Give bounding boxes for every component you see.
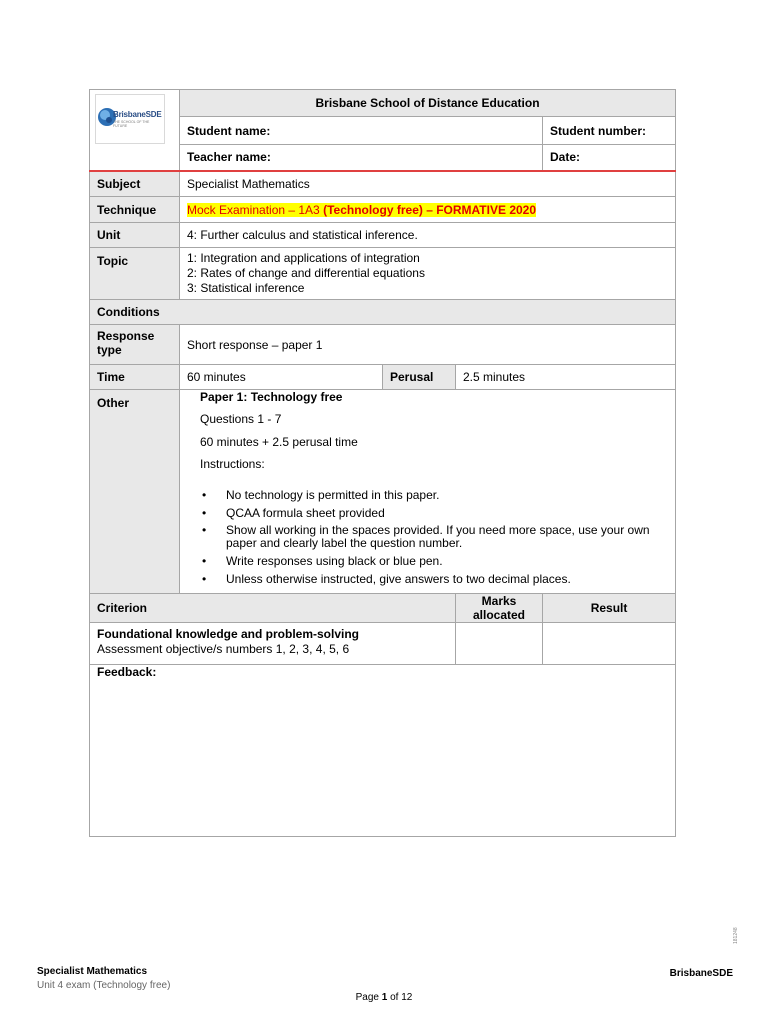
feedback-label: Feedback: xyxy=(97,665,157,679)
subject-label: Subject xyxy=(90,171,180,197)
unit-value: 4: Further calculus and statistical inference. xyxy=(180,223,676,248)
instruction-item: • No technology is permitted in this paper. xyxy=(200,488,665,502)
logo-tagline: THE SCHOOL OF THE FUTURE xyxy=(113,120,150,128)
response-type-value: Short response – paper 1 xyxy=(180,325,676,365)
technique-value-part2: (Technology free) – FORMATIVE 2020 xyxy=(323,202,537,217)
footer-brand: BrisbaneSDE xyxy=(669,968,733,979)
criterion-subtitle: Assessment objective/s numbers 1, 2, 3, 4, 5, 6 xyxy=(97,642,350,656)
page-prefix: Page xyxy=(355,992,382,1003)
assessment-cover-table xyxy=(89,89,676,837)
student-number-field[interactable]: Student number: xyxy=(543,117,676,145)
response-type-label-line1: Response xyxy=(97,329,155,343)
criterion-header: Criterion xyxy=(90,594,456,623)
logo-name: BrisbaneSDE xyxy=(113,110,162,119)
document-code: 181248 xyxy=(733,927,739,944)
page-current: 1 xyxy=(381,992,388,1003)
brisbanesde-logo-icon xyxy=(95,94,165,144)
time-value: 60 minutes xyxy=(180,365,383,390)
other-label: Other xyxy=(90,390,180,594)
technique-value xyxy=(180,197,676,223)
technique-label: Technique xyxy=(90,197,180,223)
logo-cell xyxy=(90,90,180,171)
page-total: 12 xyxy=(401,992,413,1003)
paper-title: Paper 1: Technology free xyxy=(200,390,343,404)
perusal-value: 2.5 minutes xyxy=(456,365,676,390)
time-label: Time xyxy=(90,365,180,390)
marks-allocated-cell[interactable] xyxy=(456,623,543,665)
marks-allocated-header: Marks allocated xyxy=(456,594,543,623)
topic-label: Topic xyxy=(90,248,180,300)
other-details xyxy=(180,390,676,594)
instruction-item: • Show all working in the spaces provided. If you need more space, use your own paper and clearly label the question number. xyxy=(200,524,665,550)
perusal-label: Perusal xyxy=(383,365,456,390)
criterion-title: Foundational knowledge and problem-solving xyxy=(97,627,360,641)
footer-unit: Unit 4 exam (Technology free) xyxy=(37,980,171,991)
topic-list xyxy=(180,248,676,300)
result-cell[interactable] xyxy=(543,623,676,665)
date-field[interactable]: Date: xyxy=(543,145,676,171)
teacher-name-field[interactable]: Teacher name: xyxy=(180,145,543,171)
criterion-cell xyxy=(90,623,456,665)
page-number xyxy=(0,992,768,1003)
student-name-field[interactable]: Student name: xyxy=(180,117,543,145)
questions-range: Questions 1 - 7 xyxy=(200,412,282,426)
response-type-label xyxy=(90,325,180,365)
topic-item: 1: Integration and applications of integration xyxy=(187,251,420,265)
technique-value-part1: Mock Examination – 1A3 xyxy=(187,202,324,217)
school-name: Brisbane School of Distance Education xyxy=(180,90,676,117)
response-type-label-line2: type xyxy=(97,343,122,357)
unit-label: Unit xyxy=(90,223,180,248)
page-of: of xyxy=(387,992,402,1003)
topic-item: 3: Statistical inference xyxy=(187,281,305,295)
instruction-item: • Unless otherwise instructed, give answers to two decimal places. xyxy=(200,572,665,586)
result-header: Result xyxy=(543,594,676,623)
subject-value: Specialist Mathematics xyxy=(180,171,676,197)
instructions-label: Instructions: xyxy=(200,457,265,471)
duration-text: 60 minutes + 2.5 perusal time xyxy=(200,435,358,449)
footer-subject: Specialist Mathematics xyxy=(37,966,148,977)
instruction-item: • QCAA formula sheet provided xyxy=(200,506,665,520)
feedback-box[interactable] xyxy=(90,665,676,837)
conditions-label: Conditions xyxy=(90,300,676,325)
instructions-list xyxy=(200,488,665,586)
topic-item: 2: Rates of change and differential equations xyxy=(187,266,425,280)
instruction-item: • Write responses using black or blue pen. xyxy=(200,554,665,568)
